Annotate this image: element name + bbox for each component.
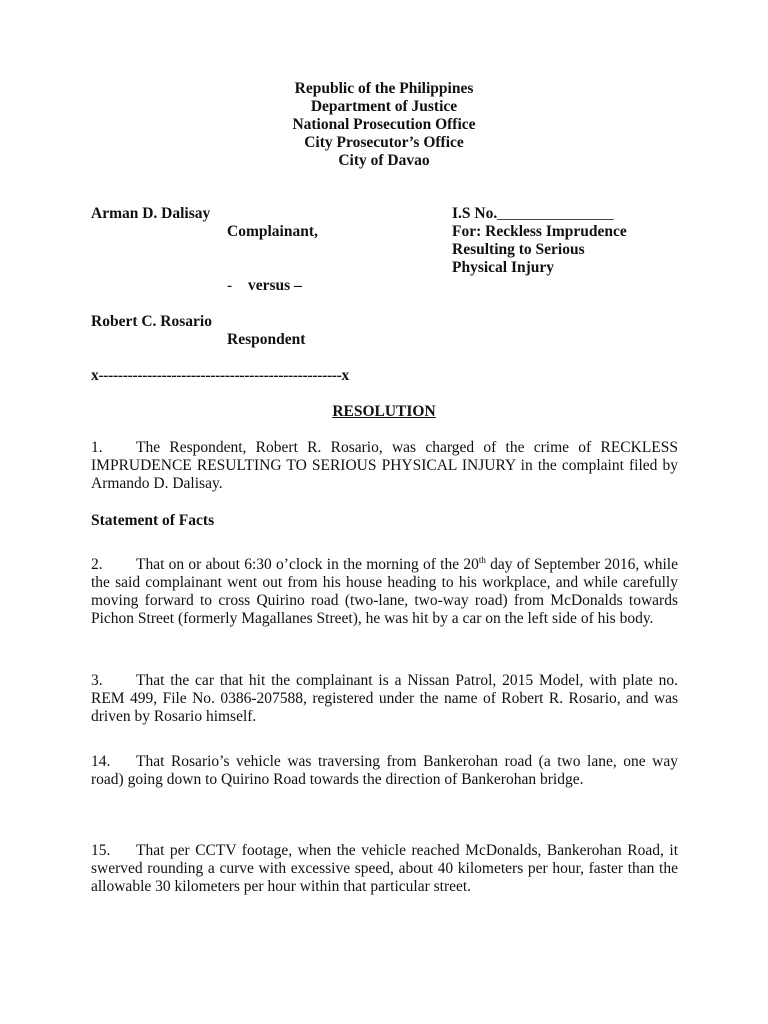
paragraph-text: The Respondent, Robert R. Rosario, was charged of the crime of RECKLESS IMPRUDENCE RESULTING TO SERIOUS PHYSICAL INJURY in the complaint filed by Armando D. Dalisay. <box>91 439 678 492</box>
charge-line-1: For: Reckless Imprudence <box>452 223 627 240</box>
versus-label: versus – <box>248 277 302 294</box>
paragraph-text: That per CCTV footage, when the vehicle reached McDonalds, Bankerohan Road, it swerved rounding a curve with excessive speed, about 40 kilometers per hour, faster than the allowable 30 kilometers per hour within that particular street. <box>91 842 678 895</box>
caption-separator: x--------------------------------------------------x <box>91 367 349 384</box>
paragraph-14 <box>91 753 678 789</box>
paragraph-number: 1. <box>91 439 103 456</box>
charge-line-3: Physical Injury <box>452 259 555 276</box>
respondent-role: Respondent <box>227 331 306 348</box>
respondent-name: Robert C. Rosario <box>91 313 212 330</box>
header-line-npo: National Prosecution Office <box>292 116 476 133</box>
paragraph-15 <box>91 842 678 896</box>
header-line-republic: Republic of the Philippines <box>294 80 474 97</box>
paragraph-text-b: day of September 2016, while the said complainant went out from his house heading to his workplace, and while carefully moving forward to cross Quirino road (two-lane, two-way road) from McDonalds towards Pichon Street (formerly Magallanes Street), he was hit by a car on the left side of his body. <box>91 556 678 627</box>
header-line-doj: Department of Justice <box>310 98 458 115</box>
statement-of-facts-heading: Statement of Facts <box>91 512 215 529</box>
complainant-role: Complainant, <box>227 223 318 240</box>
paragraph-text: That the car that hit the complainant is a Nissan Patrol, 2015 Model, with plate no. REM 499, File No. 0386-207588, registered under the name of Robert R. Rosario, and was driven by Rosario himself. <box>91 672 678 725</box>
resolution-title: RESOLUTION <box>332 403 436 420</box>
case-number <box>452 205 613 223</box>
case-number-label: I.S No. <box>452 205 498 222</box>
paragraph-2 <box>91 556 678 628</box>
paragraph-text: That Rosario’s vehicle was traversing from Bankerohan road (a two lane, one way road) going down to Quirino Road towards the direction of Bankerohan bridge. <box>91 753 678 788</box>
ordinal-suffix: th <box>478 554 486 565</box>
charge-line-2: Resulting to Serious <box>452 241 585 258</box>
paragraph-3 <box>91 672 678 726</box>
paragraph-number: 2. <box>91 556 103 573</box>
paragraph-number: 15. <box>91 842 111 859</box>
versus-dash: - <box>227 277 233 294</box>
letterhead <box>0 80 768 170</box>
header-line-city: City of Davao <box>338 152 430 169</box>
header-line-cpo: City Prosecutor’s Office <box>304 134 464 151</box>
paragraph-number: 3. <box>91 672 103 689</box>
paragraph-number: 14. <box>91 753 111 770</box>
case-number-blank: _______________ <box>497 205 614 222</box>
complainant-name: Arman D. Dalisay <box>91 205 211 222</box>
paragraph-text-a: That on or about 6:30 o’clock in the morning of the 20 <box>136 556 479 573</box>
paragraph-1 <box>91 439 678 493</box>
